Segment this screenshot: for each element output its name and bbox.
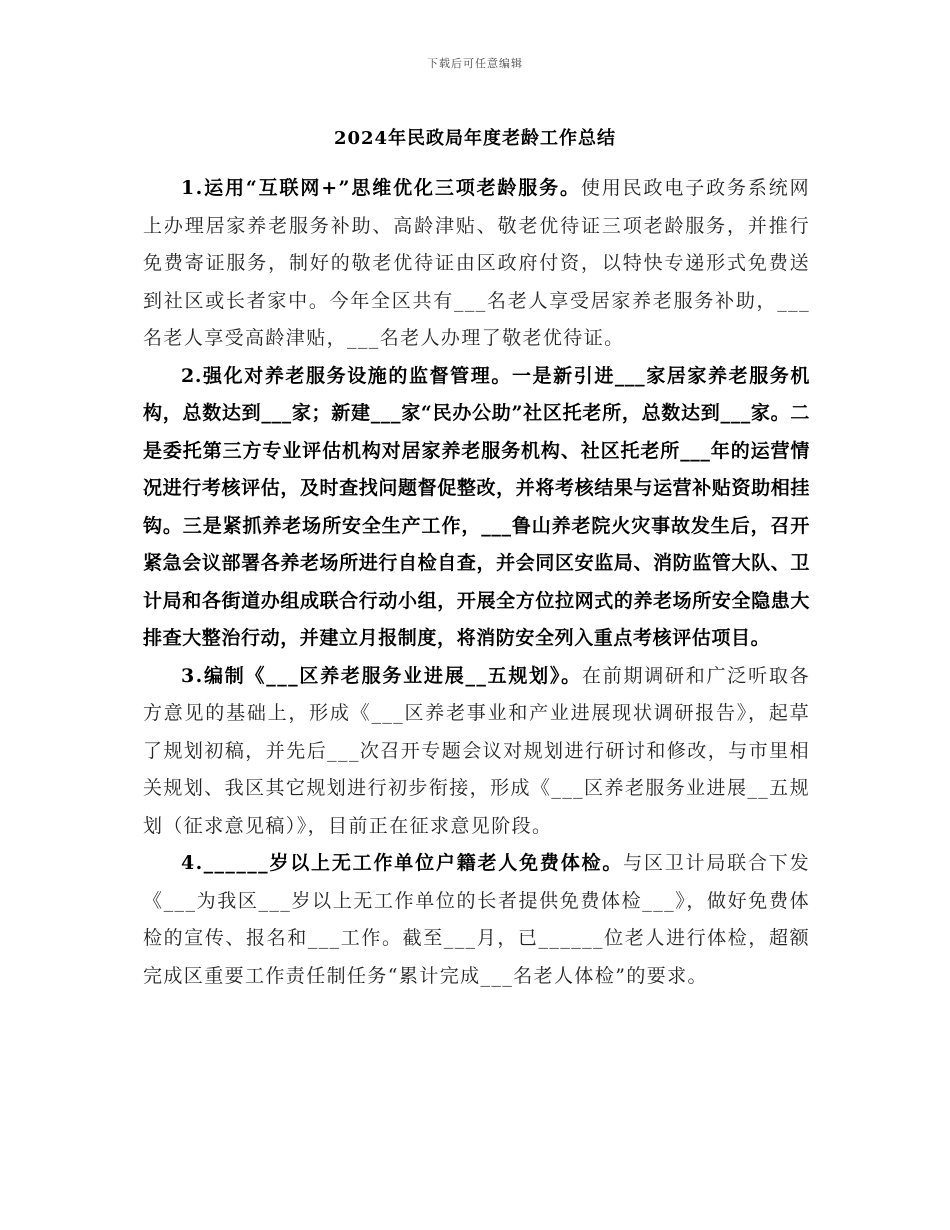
paragraph-2: 2.强化对养老服务设施的监督管理。一是新引进___家居家养老服务机构，总数达到___家；新建___家“民办公助”社区托老所，总数达到___家。二是委托第三方专业评估机构对居家养老服务机构、社区托老所___年的运营情况进行考核评估，及时查找问题督促整改，并将考核结果与运营补贴资助相挂钩。三是紧抓养老场所安全生产工作，___鲁山养老院火灾事故发生后，召开紧急会议部署各养老场所进行自检自查，并会同区安监局、消防监管大队、卫计局和各街道办组成联合行动小组，开展全方位拉网式的养老场所安全隐患大排查大整治行动，并建立月报制度，将消防安全列入重点考核评估项目。 <box>143 364 810 649</box>
paragraph-1 <box>143 170 810 358</box>
paragraph-4-text: 与区卫计局联合下发《___为我区___岁以上无工作单位的长者提供免费体检___》，做好免费体检的宣传、报名和___工作。截至___月，已______位老人进行体检，超额完成区重要工作责任制任务“累计完成___名老人体检”的要求。 <box>143 852 810 987</box>
paragraph-4 <box>143 845 810 995</box>
paragraph-3 <box>143 658 810 846</box>
paragraph-4-heading: 4.______岁以上无工作单位户籍老人免费体检。 <box>181 852 624 874</box>
document-body <box>143 170 810 995</box>
paragraph-1-text: 使用民政电子政务系统网上办理居家养老服务补助、高龄津贴、敬老优待证三项老龄服务，并推行免费寄证服务，制好的敬老优待证由区政府付资，以特快专递形式免费送到社区或长者家中。今年全区共有___名老人享受居家养老服务补助，___名老人享受高龄津贴，___名老人办理了敬老优待证。 <box>143 177 811 349</box>
paragraph-1-heading: 1.运用“互联网+”思维优化三项老龄服务。 <box>181 177 581 199</box>
paragraph-3-text: 在前期调研和广泛听取各方意见的基础上，形成《___区养老事业和产业进展现状调研报告》，起草了规划初稿，并先后___次召开专题会议对规划进行研讨和修改，与市里相关规划、我区其它规划进行初步衔接，形成《___区养老服务业进展__五规划（征求意见稿）》，目前正在征求意见阶段。 <box>143 664 810 837</box>
paragraph-3-heading: 3.编制《___区养老服务业进展__五规划》。 <box>181 664 582 687</box>
header-note: 下载后可任意编辑 <box>427 57 523 70</box>
document-title: 2024年民政局年度老龄工作总结 <box>333 128 617 149</box>
